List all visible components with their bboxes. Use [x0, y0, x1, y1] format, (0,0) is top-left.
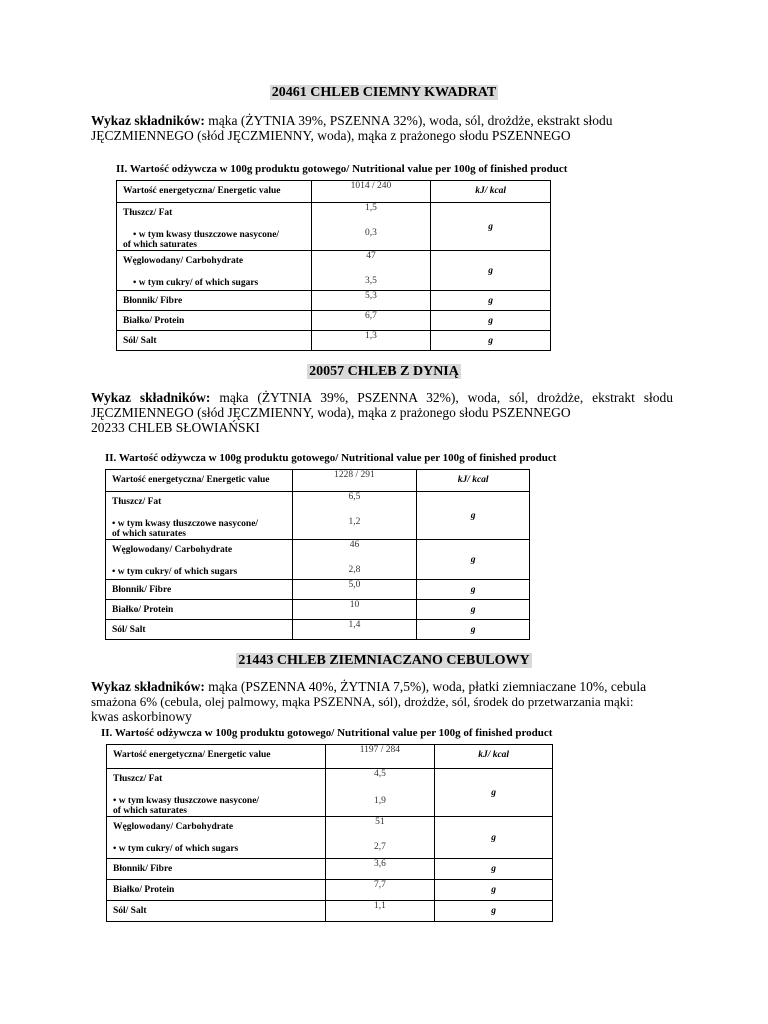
ingredients-label: Wykaz składników:: [91, 390, 211, 405]
ingredients-label: Wykaz składników:: [91, 679, 205, 694]
table-row: Błonnik/ Fibre 5,0 g: [106, 580, 530, 600]
table-row: Wartość energetyczna/ Energetic value 1014 / 240 kJ/ kcal: [117, 181, 551, 203]
ingredients-label: Wykaz składników:: [91, 113, 205, 128]
ingredients-text: Wykaz składników: mąka (PSZENNA 40%, ŻYTNIA 7,5%), woda, płatki ziemniaczane 10%, cebula smażona 6% (cebula, olej palmowy, mąka PSZENNA, sól), drożdże, sól, środek do przetwarzania mąki: kwas askorbinowy: [91, 679, 647, 724]
table-row: Węglowodany/ Carbohydrate • w tym cukry/ of which sugars 47 3,5 g: [117, 251, 551, 291]
table-row: Tłuszcz/ Fat • w tym kwasy tłuszczowe nasycone/ of which saturates 6,5 1,2 g: [106, 492, 530, 540]
table-row: Błonnik/ Fibre 5,3 g: [117, 291, 551, 311]
table-row: Sól/ Salt 1,1 g: [107, 901, 553, 922]
nutrition-table: [116, 180, 551, 351]
nutrition-table: [106, 744, 553, 922]
table-row: Tłuszcz/ Fat • w tym kwasy tłuszczowe nasycone/ of which saturates 4,5 1,9 g: [107, 769, 553, 817]
table-row: Węglowodany/ Carbohydrate • w tym cukry/ of which sugars 46 2,8 g: [106, 540, 530, 580]
nutrition-table: [105, 469, 530, 640]
product-title: 20461 CHLEB CIEMNY KWADRAT: [271, 85, 497, 100]
table-row: Węglowodany/ Carbohydrate • w tym cukry/ of which sugars 51 2,7 g: [107, 817, 553, 859]
table-row: Sól/ Salt 1,4 g: [106, 620, 530, 640]
table-row: Białko/ Protein 10 g: [106, 600, 530, 620]
nutrition-heading: II. Wartość odżywcza w 100g produktu gotowego/ Nutritional value per 100g of finished product: [101, 727, 553, 739]
table-row: Wartość energetyczna/ Energetic value 1228 / 291 kJ/ kcal: [106, 470, 530, 492]
product-title: 21443 CHLEB ZIEMNIACZANO CEBULOWY: [238, 653, 530, 668]
table-row: Białko/ Protein 6,7 g: [117, 311, 551, 331]
ingredients-text: Wykaz składników: mąka (ŻYTNIA 39%, PSZENNA 32%), woda, sól, drożdże, ekstrakt słodu JĘCZMIENNEGO (słód JĘCZMIENNY, woda), mąka z prażonego słodu PSZENNEGO 20233 CHLEB SŁOWIAŃSKI: [91, 390, 674, 435]
product-title: 20057 CHLEB Z DYNIĄ: [309, 364, 459, 379]
table-row: Błonnik/ Fibre 3,6 g: [107, 859, 553, 880]
table-row: Białko/ Protein 7,7 g: [107, 880, 553, 901]
table-row: Wartość energetyczna/ Energetic value 1197 / 284 kJ/ kcal: [107, 745, 553, 769]
ingredients-text: Wykaz składników: mąka (ŻYTNIA 39%, PSZENNA 32%), woda, sól, drożdże, ekstrakt słodu JĘCZMIENNEGO (słód JĘCZMIENNY, woda), mąka z prażonego słodu PSZENNEGO: [91, 113, 613, 143]
table-row: Tłuszcz/ Fat • w tym kwasy tłuszczowe nasycone/ of which saturates 1,5 0,3 g: [117, 203, 551, 251]
nutrition-heading: II. Wartość odżywcza w 100g produktu gotowego/ Nutritional value per 100g of finished product: [116, 163, 568, 175]
nutrition-heading: II. Wartość odżywcza w 100g produktu gotowego/ Nutritional value per 100g of finished product: [105, 452, 557, 464]
table-row: Sól/ Salt 1,3 g: [117, 331, 551, 351]
